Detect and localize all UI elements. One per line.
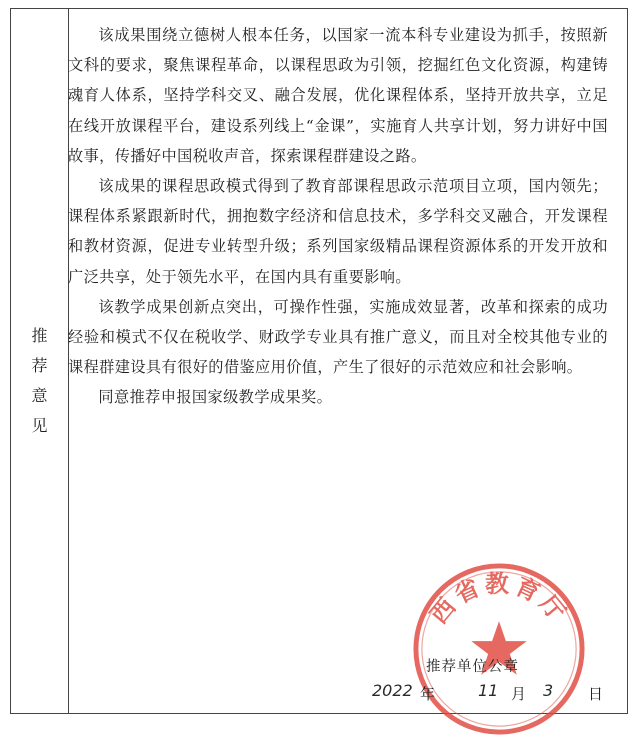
paragraph: 同意推荐申报国家级教学成果奖。 <box>98 388 333 407</box>
label-column <box>11 9 69 713</box>
month-unit: 月 <box>511 685 527 703</box>
day-unit: 日 <box>588 685 604 703</box>
date-day: 3 <box>543 681 554 700</box>
paragraph: 该成果围绕立德树人根本任务，以国家一流本科专业建设为抓手，按照新文科的要求，聚焦课程革命，以课程思政为引领，挖掘红色文化资源，构建铸魂育人体系，坚持学科交叉、融合发展，优化课程体系，坚持开放共享，立足在线开放课程平台，建设系列线上“金课”，实施育人共享计划，努力讲好中国故事，传播好中国税收声音，探索课程群建设之路。 <box>68 26 608 165</box>
seal-label: 推荐单位公章 <box>426 659 519 675</box>
date-row <box>0 683 640 711</box>
official-seal <box>410 560 588 738</box>
year-unit: 年 <box>420 685 436 703</box>
label-char: 推 <box>31 326 48 345</box>
label-char: 意 <box>31 386 48 405</box>
label-char: 荐 <box>31 356 48 375</box>
label-char: 见 <box>31 416 48 435</box>
recommendation-label <box>11 321 68 441</box>
svg-text:西省教育厅: 西省教育厅 <box>424 569 574 630</box>
recommendation-content <box>68 20 608 413</box>
date-month: 11 <box>478 681 499 700</box>
paragraph: 该成果的课程思政模式得到了教育部课程思政示范项目立项，国内领先；课程体系紧跟新时代，拥抱数字经济和信息技术，多学科交叉融合，开发课程和教材资源，促进专业转型升级；系列国家级精品课程资源体系的开发开放和广泛共享，处于领先水平，在国内具有重要影响。 <box>68 177 608 286</box>
date-year: 2022 <box>372 681 413 700</box>
paragraph: 该教学成果创新点突出，可操作性强，实施成效显著，改革和探索的成功经验和模式不仅在税收学、财政学专业具有推广意义，而且对全校其他专业的课程群建设具有很好的借鉴应用价值，产生了很好的示范效应和社会影响。 <box>68 297 608 377</box>
